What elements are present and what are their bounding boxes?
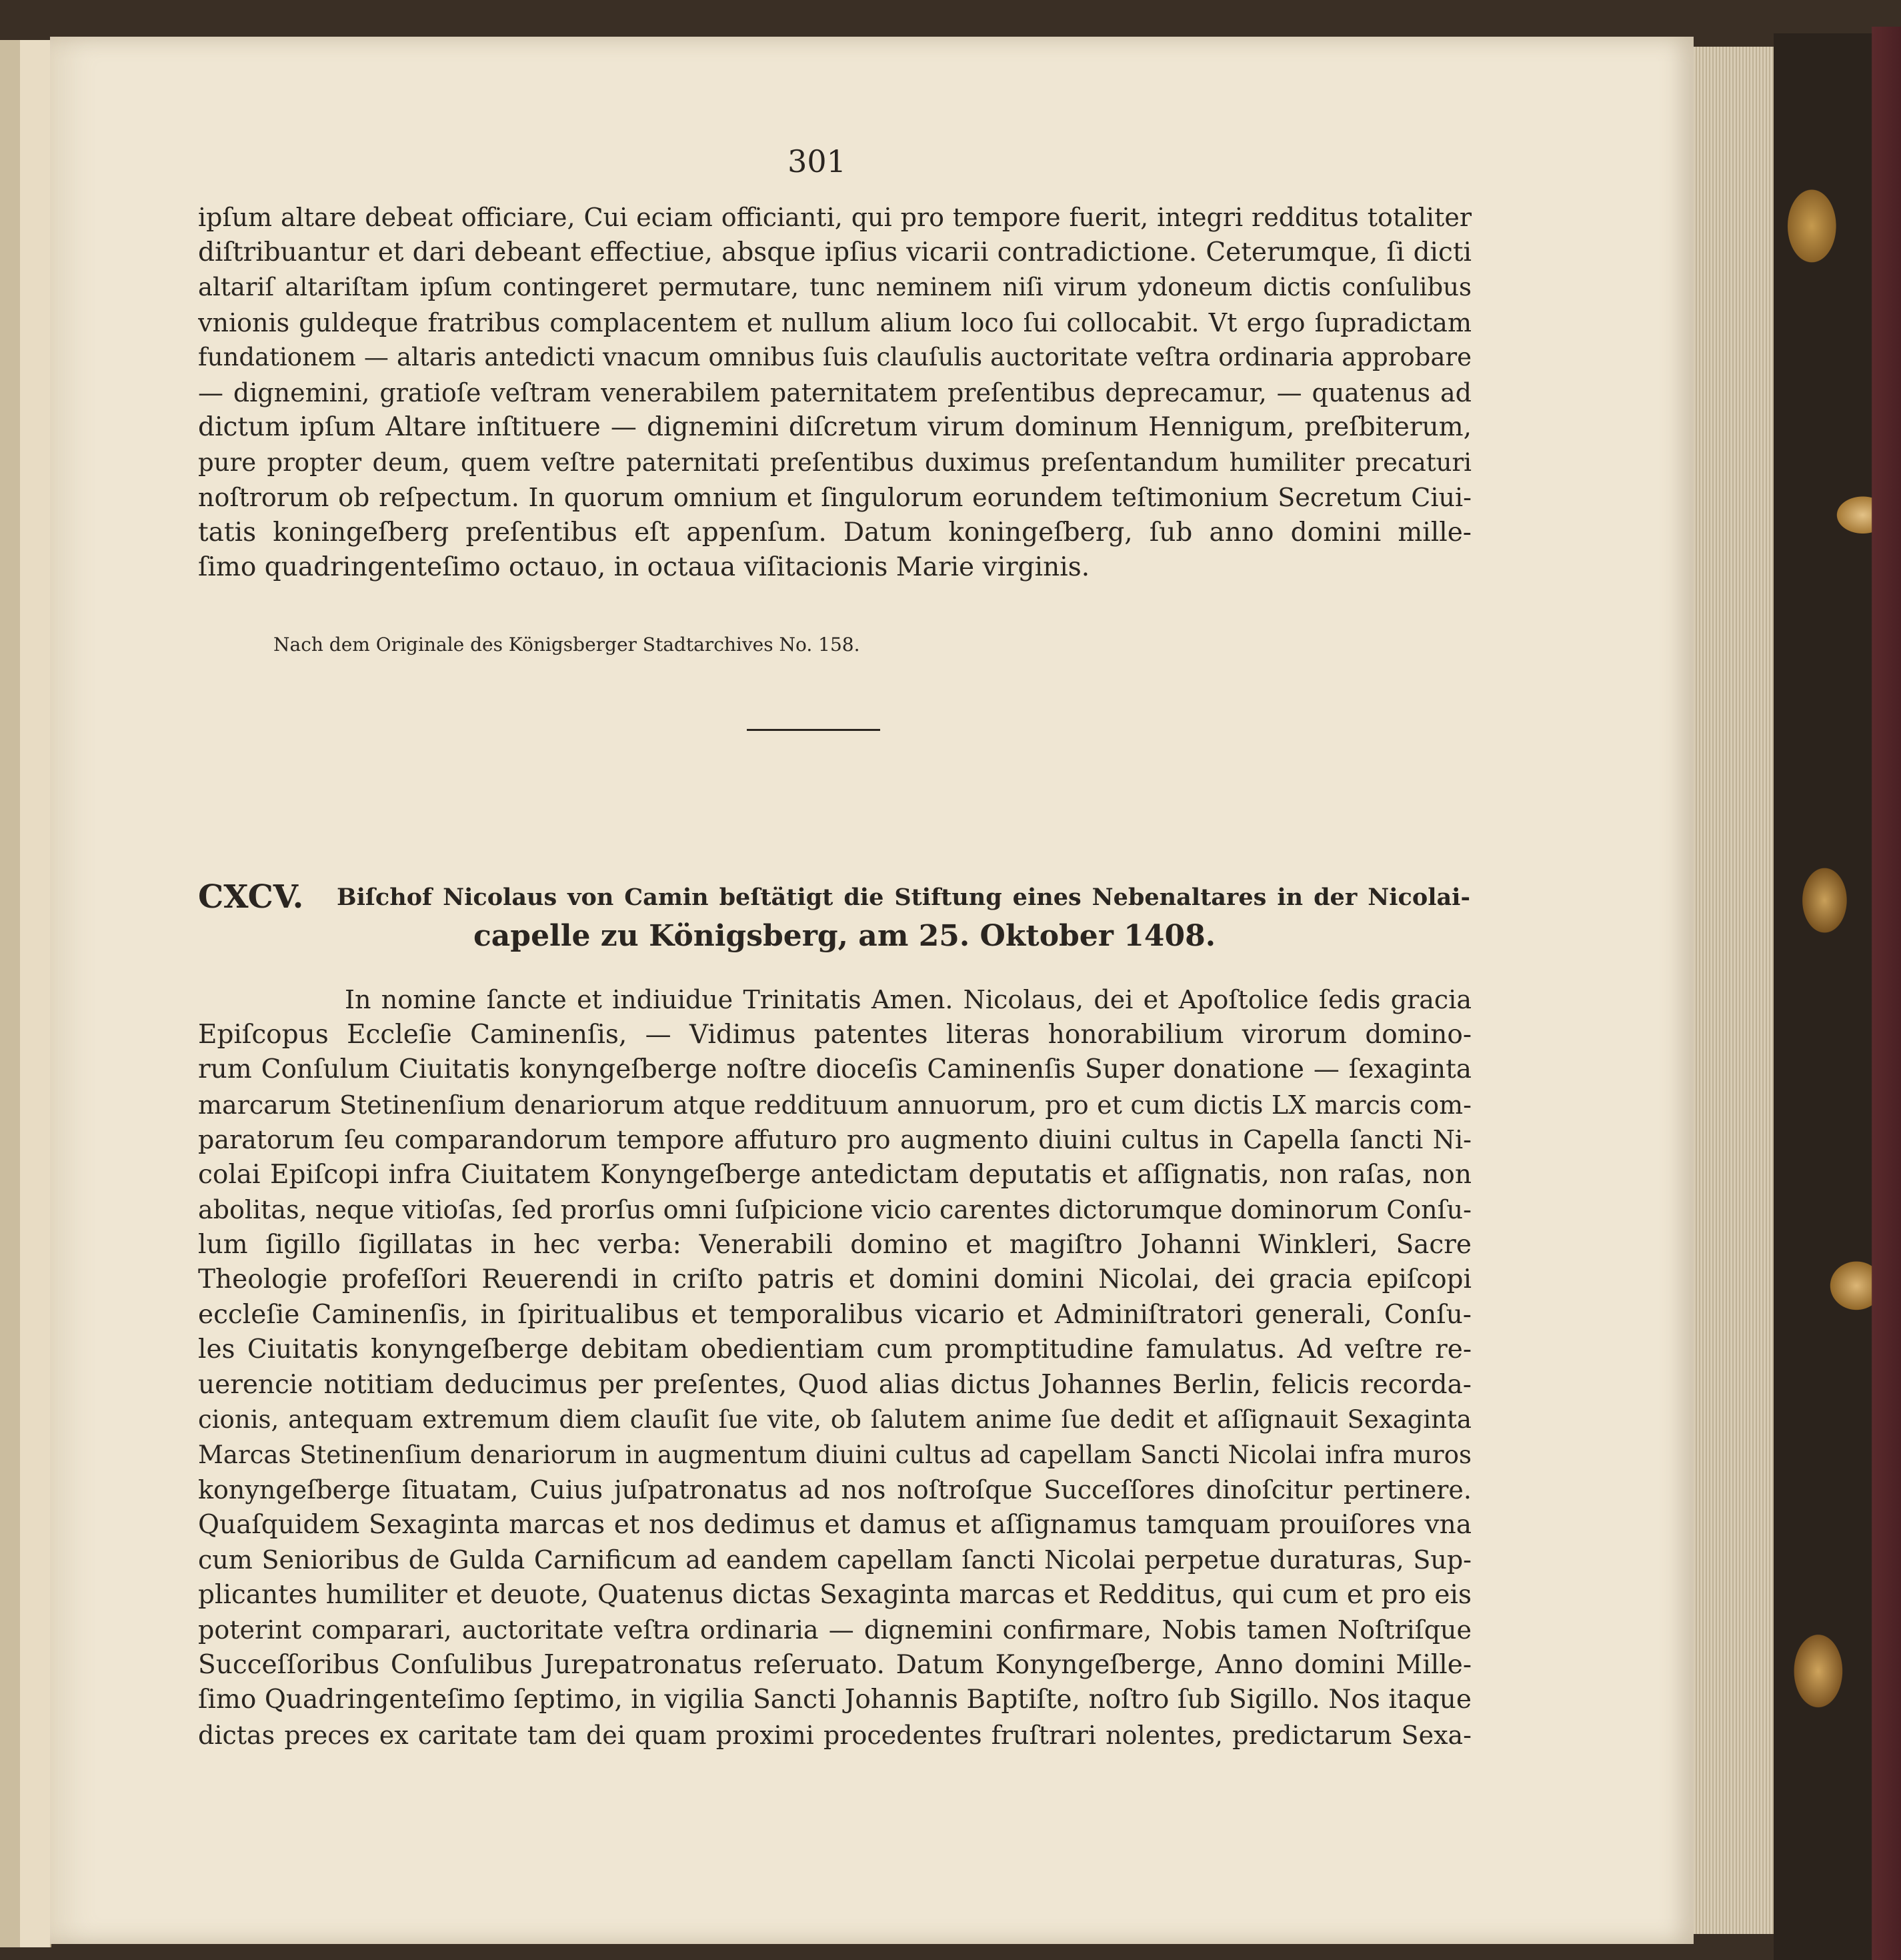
text-line: ſimo Quadringenteſimo ſeptimo, in vigilia Sancti Johannis Baptiſte, noſtro ſub Sigillo. Nos itaque — [198, 1685, 1472, 1715]
text-line: cum Senioribus de Gulda Carnificum ad eandem capellam ſancti Nicolai perpetue duraturas, Sup- — [198, 1545, 1472, 1575]
text-line: ipſum altare debeat officiare, Cui eciam officianti, qui pro tempore fuerit, integri redditus totaliter — [198, 203, 1472, 232]
text-line: paratorum ſeu comparandorum tempore affuturo pro augmento diuini cultus in Capella ſancti Ni- — [198, 1125, 1472, 1154]
heading-line: capelle zu Königsberg, am 25. Oktober 1408. — [473, 919, 1216, 953]
text-line: noſtrorum ob reſpectum. In quorum omnium et ſingulorum eorundem teſtimonium Secretum Ciui- — [198, 483, 1472, 512]
section-number: CXCV. — [198, 878, 304, 916]
text-line: pure propter deum, quem veſtre paternitati preſentibus duximus preſentandum humiliter precaturi — [198, 447, 1472, 477]
text-line: rum Conſulum Ciuitatis konyngeſberge noſtre dioceſis Caminenſis Super donatione — ſexaginta — [198, 1054, 1472, 1084]
text-line: lum ſigillo ſigillatas in hec verba: Venerabili domino et magiſtro Johanni Winkleri, Sacre — [198, 1229, 1472, 1260]
text-line: cionis, antequam extremum diem clauſit ſue vite, ob ſalutem anime ſue dedit et aſſignauit Sexaginta — [198, 1405, 1472, 1434]
text-line: Succeſſoribus Conſulibus Jurepatronatus reſeruato. Datum Konyngeſberge, Anno domini Mille- — [198, 1649, 1472, 1680]
text-line: colai Epiſcopi infra Ciuitatem Konyngeſberge antedictam deputatis et aſſignatis, non raſas, non — [198, 1159, 1472, 1190]
text-line: altariſ altariſtam ipſum contingeret permutare, tunc neminem niſi virum ydoneum dictis conſulibus — [198, 273, 1472, 301]
book-cover-edge — [1827, 27, 1901, 1960]
text-line: dictas preces ex caritate tam dei quam proximi procedentes fruſtrari nolentes, predictarum Sexa- — [198, 1720, 1472, 1750]
page-number: 301 — [787, 143, 846, 179]
section-divider — [747, 729, 880, 731]
text-line: dictum ipſum Altare inſtituere — dignemini diſcretum virum dominum Hennigum, preſbiterum, — [198, 412, 1472, 442]
text-line: eccleſie Caminenſis, in ſpiritualibus et temporalibus vicario et Adminiſtratori generali, Conſu- — [198, 1299, 1472, 1330]
text-line: Epiſcopus Eccleſie Caminenſis, — Vidimus patentes literas honorabilium virorum domino- — [198, 1019, 1472, 1050]
text-line: abolitas, neque vitioſas, ſed prorſus omni ſuſpicione vicio carentes dictorumque dominorum Conſu- — [198, 1195, 1472, 1224]
text-line: ſimo quadringenteſimo octauo, in octaua viſitacionis Marie virginis. — [198, 552, 1090, 582]
text-line: uerencie notitiam deducimus per preſentes, Quod alias dictus Johannes Berlin, felicis recorda- — [198, 1369, 1472, 1400]
document-body — [198, 982, 1472, 1753]
source-note: Nach dem Originale des Königsberger Stadtarchives No. 158. — [273, 634, 860, 656]
left-page-shadow — [0, 40, 20, 1947]
text-line: konyngeſberge ſituatam, Cuius juſpatronatus ad nos noſtroſque Succeſſores dinoſcitur pertinere. — [198, 1475, 1472, 1505]
text-line: Quaſquidem Sexaginta marcas et nos dedimus et damus et aſſignamus tamquam prouiſores vna — [198, 1509, 1472, 1540]
text-line: fundationem — altaris antedicti vnacum omnibus ſuis clauſulis auctoritate veſtra ordinaria approbare — [198, 343, 1472, 371]
page-stack-edge — [1694, 47, 1774, 1934]
paragraph-continuation — [198, 200, 1472, 586]
text-line: vnionis guldeque fratribus complacentem et nullum alium loco ſui collocabit. Vt ergo ſupradictam — [198, 307, 1472, 337]
text-line: Theologie profeſſori Reuerendi in criſto patris et domini domini Nicolai, dei gracia epiſcopi — [198, 1264, 1472, 1294]
book-page — [50, 37, 1694, 1944]
text-line: plicantes humiliter et deuote, Quatenus dictas Sexaginta marcas et Redditus, qui cum et pro eis — [198, 1579, 1472, 1610]
text-line: diſtribuantur et dari debeant effectiue, absque ipſius vicarii contradictione. Ceterumque, ſi dicti — [198, 237, 1472, 267]
text-line: poterint comparari, auctoritate veſtra ordinaria — dignemini confirmare, Nobis tamen Noſtriſque — [198, 1615, 1472, 1645]
section-heading — [337, 878, 1470, 956]
text-line: In nomine ſancte et indiuidue Trinitatis Amen. Nicolaus, dei et Apoſtolice ſedis gracia — [345, 985, 1472, 1014]
heading-line: Biſchof Nicolaus von Camin beſtätigt die Stiftung eines Nebenaltares in der Nicolai- — [337, 884, 1470, 911]
text-line: marcarum Stetinenſium denariorum atque reddituum annuorum, pro et cum dictis LX marcis com- — [198, 1090, 1472, 1120]
text-line: tatis koningeſberg preſentibus eſt appenſum. Datum koningeſberg, ſub anno domini mille- — [198, 517, 1472, 548]
text-line: les Ciuitatis konyngeſberge debitam obedientiam cum promptitudine famulatus. Ad veſtre re- — [198, 1334, 1472, 1364]
text-line: — dignemini, gratioſe veſtram venerabilem paternitatem preſentibus deprecamur, — quatenus ad — [198, 377, 1472, 407]
text-line: Marcas Stetinenſium denariorum in augmentum diuini cultus ad capellam Sancti Nicolai infra muros — [198, 1440, 1472, 1469]
